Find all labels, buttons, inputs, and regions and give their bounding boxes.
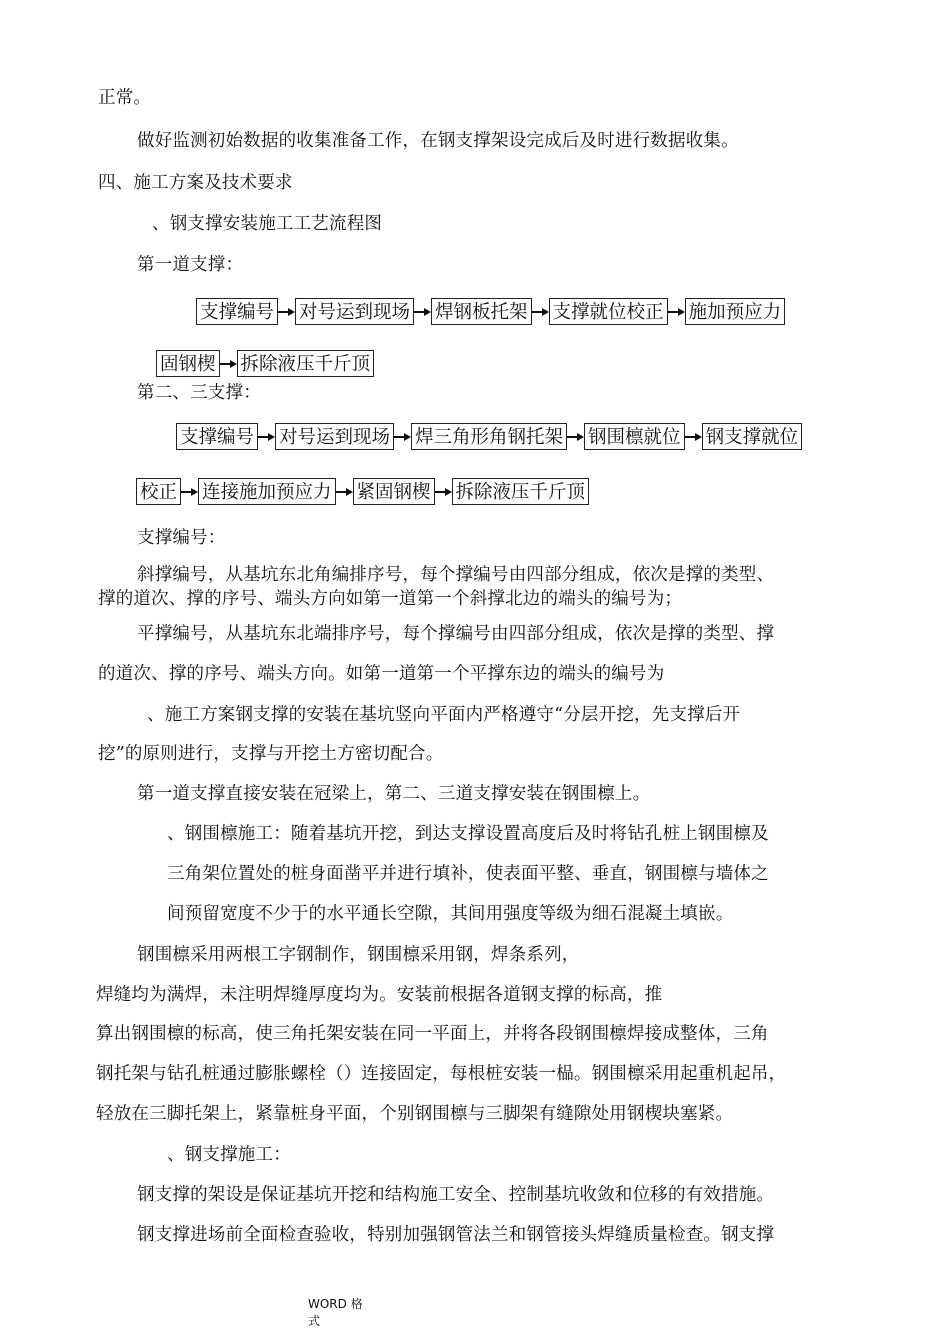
flow-step-box: 焊三角形角钢托架	[411, 423, 567, 450]
paragraph-line: 撑的道次、撑的序号、端头方向如第一道第一个斜撑北边的端头的编号为；	[98, 589, 683, 609]
arrow-right-icon	[181, 478, 198, 505]
arrow-right-icon	[668, 298, 685, 325]
paragraph-line: 钢托架与钻孔桩通过膨胀螺栓（）连接固定，每根桩安装一榀。钢围檩采用起重机起吊，	[96, 1064, 787, 1084]
paragraph-line: 第二、三支撑：	[137, 383, 261, 403]
arrow-right-icon	[567, 423, 584, 450]
footer-line: WORD 格	[308, 1297, 363, 1311]
flow-step-box: 拆除液压千斤顶	[237, 350, 375, 377]
paragraph-line: 轻放在三脚托架上，紧靠桩身平面，个别钢围檩与三脚架有缝隙处用钢楔块塞紧。	[96, 1104, 734, 1124]
flow-step-box: 固钢楔	[156, 350, 220, 377]
arrow-right-icon	[414, 298, 431, 325]
flow-step-box: 拆除液压千斤顶	[452, 478, 590, 505]
paragraph-line: 、钢围檩施工：随着基坑开挖，到达支撑设置高度后及时将钻孔桩上钢围檩及	[167, 824, 769, 844]
paragraph-line: 钢围檩采用两根工字钢制作，钢围檩采用钢，焊条系列，	[137, 945, 580, 965]
paragraph-line: 算出钢围檩的标高，使三角托架安装在同一平面上，并将各段钢围檩焊接成整体，三角	[96, 1024, 769, 1044]
flow-step-box: 支撑就位校正	[549, 298, 668, 325]
paragraph-line: 第一道支撑直接安装在冠梁上，第二、三道支撑安装在钢围檩上。	[137, 784, 651, 804]
flow-step-box: 钢围檩就位	[584, 423, 685, 450]
paragraph-line: 焊缝均为满焊，未注明焊缝厚度均为。安装前根据各道钢支撑的标高，推	[96, 985, 663, 1005]
paragraph-line: 、施工方案钢支撑的安装在基坑竖向平面内严格遵守“分层开挖，先支撑后开	[147, 705, 741, 725]
flow-step-box: 施加预应力	[685, 298, 786, 325]
paragraph-line: 钢支撑进场前全面检查验收，特别加强钢管法兰和钢管接头焊缝质量检查。钢支撑	[137, 1225, 775, 1245]
paragraph-line: 做好监测初始数据的收集准备工作，在钢支撑架设完成后及时进行数据收集。	[137, 131, 739, 151]
paragraph-line: 第一道支撑：	[137, 255, 244, 275]
paragraph-line: 正常。	[98, 88, 152, 108]
flow-step-box: 连接施加预应力	[198, 478, 336, 505]
flowchart-1-row-1	[196, 298, 785, 325]
flowchart-2-row-2	[136, 478, 589, 505]
flow-step-box: 支撑编号	[176, 423, 258, 450]
subsection-heading: 、钢支撑施工：	[167, 1145, 291, 1165]
flowchart-1-row-2	[156, 350, 374, 377]
arrow-right-icon	[394, 423, 411, 450]
arrow-right-icon	[532, 298, 549, 325]
paragraph-line: 平撑编号，从基坑东北端排序号，每个撑编号由四部分组成，依次是撑的类型、撑	[137, 624, 775, 644]
flow-step-box: 校正	[136, 478, 181, 505]
page-footer	[308, 1296, 363, 1330]
paragraph-line: 钢支撑的架设是保证基坑开挖和结构施工安全、控制基坑收敛和位移的有效措施。	[137, 1185, 775, 1205]
section-heading: 四、施工方案及技术要求	[98, 173, 293, 193]
flow-step-box: 支撑编号	[196, 298, 278, 325]
flowchart-2-row-1	[176, 423, 802, 450]
paragraph-line: 的道次、撑的序号、端头方向。如第一道第一个平撑东边的端头的编号为	[98, 664, 665, 684]
paragraph-line: 三角架位置处的桩身面凿平并进行填补，使表面平整、垂直，钢围檩与墙体之	[167, 864, 769, 884]
paragraph-line: 挖”的原则进行，支撑与开挖土方密切配合。	[98, 744, 444, 764]
flow-step-box: 焊钢板托架	[431, 298, 532, 325]
subsection-heading: 、钢支撑安装施工工艺流程图	[152, 214, 383, 234]
flow-step-box: 紧固钢楔	[353, 478, 435, 505]
paragraph-line: 间预留宽度不少于的水平通长空隙，其间用强度等级为细石混凝土填嵌。	[167, 904, 734, 924]
arrow-right-icon	[435, 478, 452, 505]
flow-step-box: 钢支撑就位	[702, 423, 803, 450]
arrow-right-icon	[278, 298, 295, 325]
arrow-right-icon	[685, 423, 702, 450]
arrow-right-icon	[258, 423, 275, 450]
paragraph-line: 斜撑编号，从基坑东北角编排序号，每个撑编号由四部分组成，依次是撑的类型、	[137, 565, 775, 585]
paragraph-line: 支撑编号：	[137, 528, 226, 548]
arrow-right-icon	[220, 350, 237, 377]
flow-step-box: 对号运到现场	[295, 298, 414, 325]
footer-line: 式	[308, 1314, 321, 1328]
arrow-right-icon	[336, 478, 353, 505]
flow-step-box: 对号运到现场	[275, 423, 394, 450]
